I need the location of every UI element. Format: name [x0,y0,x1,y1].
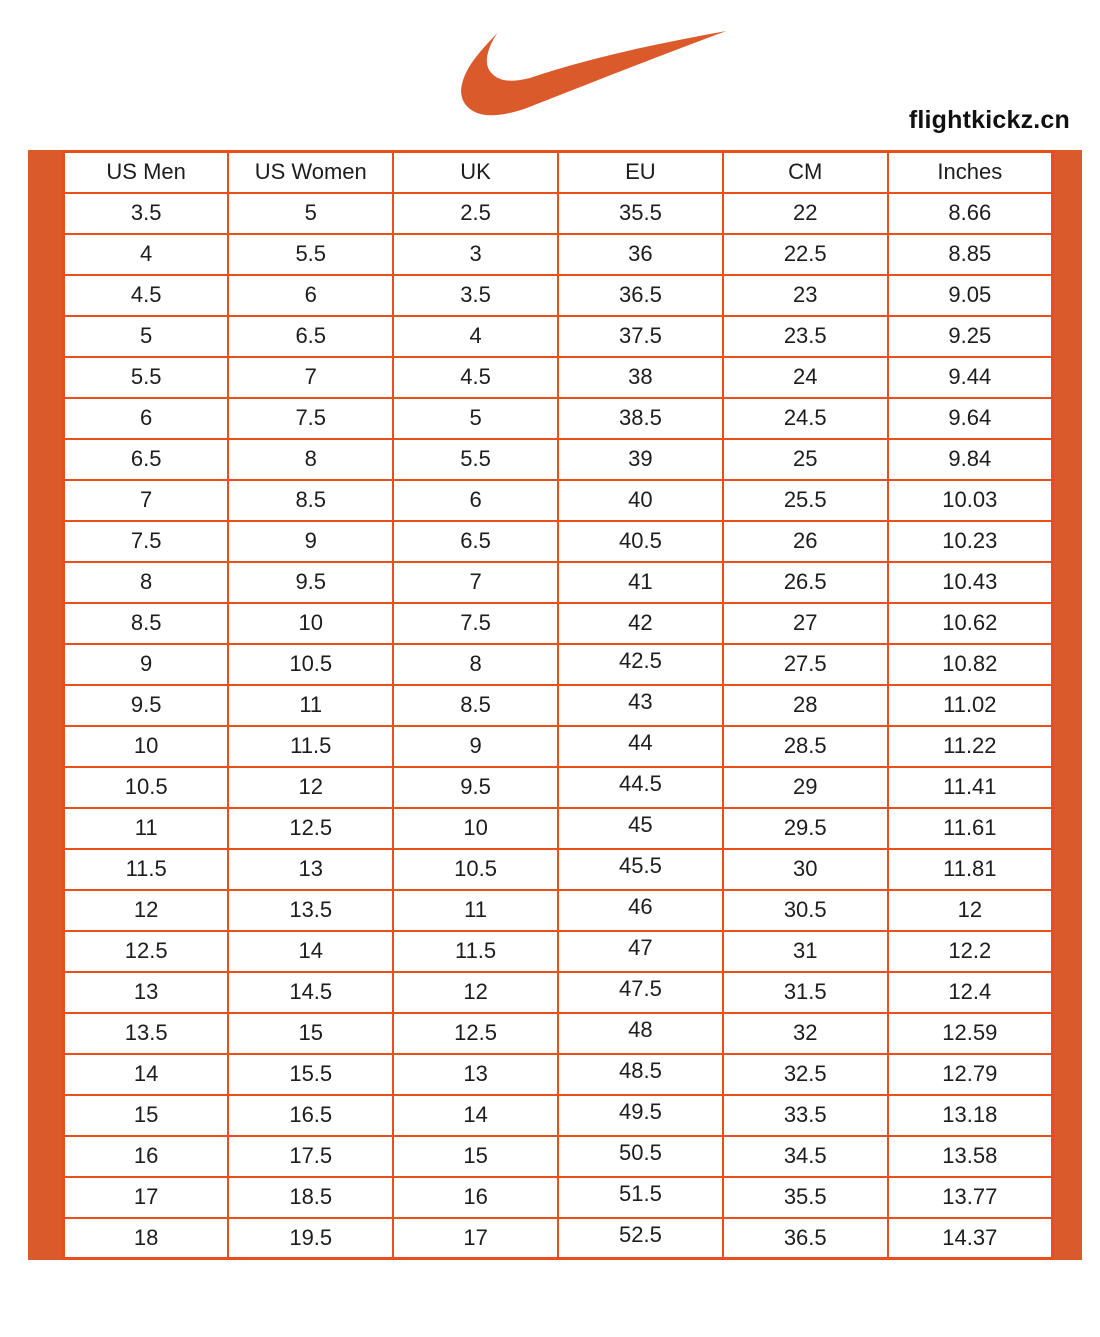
size-cell: 13.5 [64,1013,229,1054]
size-cell: 14.5 [228,972,393,1013]
size-chart-header [64,152,1053,193]
size-cell: 4 [64,234,229,275]
size-cell: 11 [393,890,558,931]
size-cell: 4 [393,316,558,357]
table-row [64,357,1053,398]
size-cell: 19.5 [228,1218,393,1259]
table-row [64,767,1053,808]
size-cell: 45 [558,808,723,849]
size-cell: 9.44 [888,357,1053,398]
table-row [64,1177,1053,1218]
size-cell: 11.02 [888,685,1053,726]
size-cell: 7 [393,562,558,603]
size-cell: 25 [723,439,888,480]
size-cell: 11 [64,808,229,849]
size-cell: 13 [64,972,229,1013]
size-cell: 12.5 [393,1013,558,1054]
size-cell: 34.5 [723,1136,888,1177]
brand-header [0,0,1100,150]
size-cell: 42 [558,603,723,644]
size-cell: 10.82 [888,644,1053,685]
size-cell: 10.62 [888,603,1053,644]
size-cell: 6.5 [228,316,393,357]
size-chart-table [62,150,1054,1260]
table-row [64,316,1053,357]
size-cell: 22 [723,193,888,234]
column-header: US Women [228,152,393,193]
size-cell: 37.5 [558,316,723,357]
size-cell: 28 [723,685,888,726]
table-row [64,931,1053,972]
size-cell: 29.5 [723,808,888,849]
column-header: CM [723,152,888,193]
table-row [64,808,1053,849]
size-cell: 45.5 [558,849,723,890]
size-cell: 11.5 [393,931,558,972]
size-cell: 42.5 [558,644,723,685]
column-header: Inches [888,152,1053,193]
size-cell: 38 [558,357,723,398]
size-cell: 12 [393,972,558,1013]
size-cell: 33.5 [723,1095,888,1136]
table-row [64,644,1053,685]
size-chart-body [64,193,1053,1259]
size-cell: 9 [393,726,558,767]
size-cell: 14 [228,931,393,972]
size-cell: 40.5 [558,521,723,562]
size-cell: 12.5 [228,808,393,849]
size-cell: 24.5 [723,398,888,439]
size-cell: 10.23 [888,521,1053,562]
size-cell: 35.5 [558,193,723,234]
size-cell: 41 [558,562,723,603]
size-cell: 12.59 [888,1013,1053,1054]
size-cell: 43 [558,685,723,726]
size-cell: 10 [64,726,229,767]
size-cell: 7.5 [64,521,229,562]
size-cell: 11.5 [64,849,229,890]
size-cell: 32 [723,1013,888,1054]
size-cell: 13.5 [228,890,393,931]
size-cell: 36 [558,234,723,275]
size-cell: 15 [393,1136,558,1177]
table-row [64,562,1053,603]
size-cell: 32.5 [723,1054,888,1095]
size-cell: 11.41 [888,767,1053,808]
size-cell: 17 [393,1218,558,1259]
size-cell: 8.66 [888,193,1053,234]
table-row [64,193,1053,234]
table-row [64,1013,1053,1054]
size-cell: 3 [393,234,558,275]
size-cell: 15 [228,1013,393,1054]
size-cell: 3.5 [64,193,229,234]
size-cell: 23 [723,275,888,316]
size-cell: 8.85 [888,234,1053,275]
size-cell: 47.5 [558,972,723,1013]
size-cell: 11.22 [888,726,1053,767]
size-cell: 36.5 [723,1218,888,1259]
size-cell: 4.5 [393,357,558,398]
size-cell: 24 [723,357,888,398]
size-cell: 2.5 [393,193,558,234]
size-cell: 3.5 [393,275,558,316]
size-cell: 16 [393,1177,558,1218]
size-cell: 31.5 [723,972,888,1013]
size-cell: 26 [723,521,888,562]
size-cell: 9.5 [64,685,229,726]
size-cell: 52.5 [558,1218,723,1259]
size-cell: 9.5 [393,767,558,808]
size-cell: 9 [228,521,393,562]
size-cell: 11.81 [888,849,1053,890]
size-cell: 8 [228,439,393,480]
table-row [64,685,1053,726]
size-cell: 11 [228,685,393,726]
size-cell: 51.5 [558,1177,723,1218]
size-cell: 40 [558,480,723,521]
table-row [64,849,1053,890]
table-row [64,234,1053,275]
size-cell: 12 [888,890,1053,931]
size-cell: 16.5 [228,1095,393,1136]
size-cell: 39 [558,439,723,480]
size-cell: 27.5 [723,644,888,685]
size-cell: 10 [393,808,558,849]
size-cell: 9.25 [888,316,1053,357]
size-cell: 15 [64,1095,229,1136]
size-cell: 9.64 [888,398,1053,439]
size-cell: 38.5 [558,398,723,439]
size-cell: 23.5 [723,316,888,357]
size-cell: 10.5 [393,849,558,890]
size-cell: 50.5 [558,1136,723,1177]
size-cell: 14 [64,1054,229,1095]
size-cell: 18.5 [228,1177,393,1218]
size-cell: 12 [64,890,229,931]
size-cell: 44.5 [558,767,723,808]
size-cell: 13.18 [888,1095,1053,1136]
size-cell: 12 [228,767,393,808]
table-row [64,972,1053,1013]
size-cell: 8.5 [228,480,393,521]
size-cell: 10.5 [64,767,229,808]
size-cell: 12.4 [888,972,1053,1013]
size-cell: 13.58 [888,1136,1053,1177]
size-cell: 22.5 [723,234,888,275]
table-row [64,1218,1053,1259]
table-row [64,480,1053,521]
size-cell: 31 [723,931,888,972]
table-row [64,1136,1053,1177]
size-cell: 9.84 [888,439,1053,480]
size-cell: 5.5 [64,357,229,398]
table-row [64,439,1053,480]
table-row [64,398,1053,439]
size-cell: 16 [64,1136,229,1177]
size-cell: 6 [64,398,229,439]
table-row [64,1054,1053,1095]
size-cell: 8.5 [393,685,558,726]
size-cell: 11.5 [228,726,393,767]
size-cell: 7.5 [393,603,558,644]
size-cell: 15.5 [228,1054,393,1095]
size-cell: 5.5 [228,234,393,275]
size-cell: 7 [228,357,393,398]
size-cell: 48.5 [558,1054,723,1095]
table-row [64,1095,1053,1136]
size-cell: 5.5 [393,439,558,480]
table-row [64,521,1053,562]
size-cell: 5 [393,398,558,439]
size-cell: 5 [64,316,229,357]
size-cell: 12.2 [888,931,1053,972]
size-cell: 6 [228,275,393,316]
size-cell: 8 [393,644,558,685]
size-cell: 9 [64,644,229,685]
table-row [64,890,1053,931]
size-cell: 7.5 [228,398,393,439]
size-cell: 46 [558,890,723,931]
size-cell: 9.5 [228,562,393,603]
size-cell: 14 [393,1095,558,1136]
size-cell: 30 [723,849,888,890]
size-cell: 13 [393,1054,558,1095]
left-accent-bar [28,150,62,1260]
size-cell: 18 [64,1218,229,1259]
size-cell: 49.5 [558,1095,723,1136]
size-cell: 47 [558,931,723,972]
size-cell: 13 [228,849,393,890]
size-cell: 10.5 [228,644,393,685]
right-accent-bar [1054,150,1082,1260]
size-cell: 30.5 [723,890,888,931]
table-row [64,275,1053,316]
size-cell: 13.77 [888,1177,1053,1218]
size-cell: 10 [228,603,393,644]
size-cell: 29 [723,767,888,808]
size-cell: 6.5 [64,439,229,480]
size-cell: 4.5 [64,275,229,316]
size-cell: 36.5 [558,275,723,316]
nike-swoosh-logo [455,26,729,118]
table-row [64,726,1053,767]
size-cell: 7 [64,480,229,521]
size-cell: 6 [393,480,558,521]
size-cell: 9.05 [888,275,1053,316]
size-cell: 14.37 [888,1218,1053,1259]
size-cell: 44 [558,726,723,767]
size-cell: 27 [723,603,888,644]
size-cell: 17.5 [228,1136,393,1177]
size-cell: 6.5 [393,521,558,562]
column-header: US Men [64,152,229,193]
size-cell: 26.5 [723,562,888,603]
size-cell: 5 [228,193,393,234]
size-cell: 10.43 [888,562,1053,603]
table-band [28,150,1082,1260]
site-name: flightkickz.cn [908,106,1070,134]
size-cell: 28.5 [723,726,888,767]
size-cell: 12.79 [888,1054,1053,1095]
size-cell: 25.5 [723,480,888,521]
size-cell: 48 [558,1013,723,1054]
size-cell: 10.03 [888,480,1053,521]
column-header: UK [393,152,558,193]
size-cell: 35.5 [723,1177,888,1218]
size-cell: 8.5 [64,603,229,644]
size-cell: 17 [64,1177,229,1218]
size-cell: 8 [64,562,229,603]
size-cell: 11.61 [888,808,1053,849]
table-row [64,603,1053,644]
header-row [64,152,1053,193]
size-cell: 12.5 [64,931,229,972]
column-header: EU [558,152,723,193]
